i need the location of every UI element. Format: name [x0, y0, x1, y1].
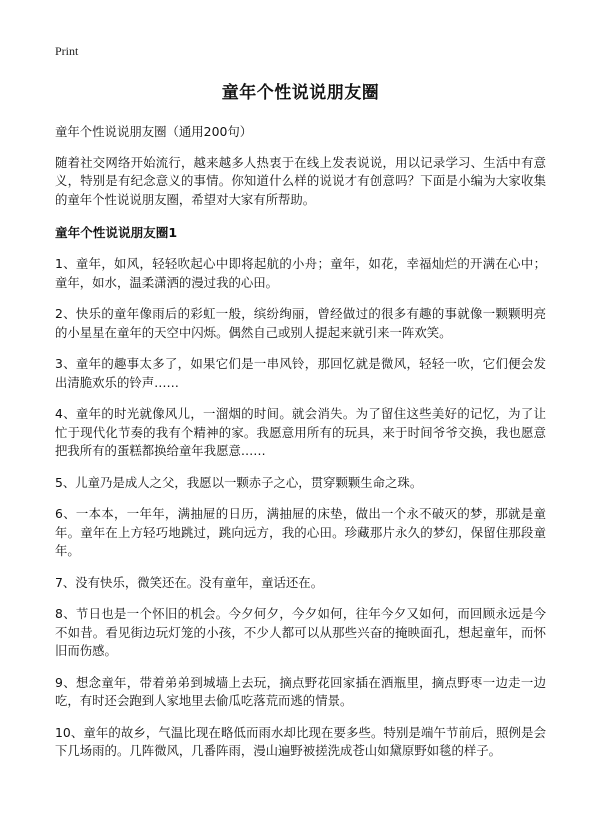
subtitle: 童年个性说说朋友圈（通用200句）: [55, 124, 253, 139]
section-heading: 童年个性说说朋友圈1: [55, 225, 178, 240]
intro-paragraph: 随着社交网络开始流行，越来越多人热衷于在线上发表说说，用以记录学习、生活中有意义，特别是有纪念意义的事情。你知道什么样的说说才有创意吗？下面是小编为大家收集的童年个性说说朋友圈，希望对大家有所帮助。: [55, 154, 546, 207]
list-item: 10、童年的故乡，气温比现在略低而雨水却比现在要多些。特别是端午节前后，照例是会下几场雨的。几阵微风，几番阵雨，漫山遍野被搓洗成苍山如黛原野如毯的样子。: [55, 724, 546, 758]
list-item: 9、想念童年，带着弟弟到城墙上去玩，摘点野花回家插在酒瓶里，摘点野枣一边走一边吃，有时还会跑到人家地里去偷瓜吃落荒而逃的情景。: [55, 674, 546, 708]
list-item: 3、童年的趣事太多了，如果它们是一串风铃，那回忆就是微风，轻轻一吹，它们便会发出清脆欢乐的铃声……: [55, 356, 546, 390]
list-item: 5、儿童乃是成人之父，我愿以一颗赤子之心，贯穿颗颗生命之珠。: [55, 474, 423, 490]
list-item: 7、没有快乐，微笑还在。没有童年，童话还在。: [55, 574, 324, 590]
list-item: 4、童年的时光就像风儿，一溜烟的时间。就会消失。为了留住这些美好的记忆，为了让忙于现代化节奏的我有个精神的家。我愿意用所有的玩具，来于时间爷爷交换，我也愿意把我所有的蛋糕都换给童年我愿意……: [55, 406, 546, 458]
page-title: 童年个性说说朋友圈: [221, 83, 380, 103]
list-item: 8、节日也是一个怀旧的机会。今夕何夕，今夕如何，往年今夕又如何，而回顾永远是今不如昔。看见街边玩灯笼的小孩，不少人都可以从那些兴奋的掩映面孔，想起童年，而怀旧而伤感。: [55, 606, 546, 658]
list-item: 1、童年，如风，轻轻吹起心中即将起航的小舟；童年，如花，幸福灿烂的开满在心中；童年，如水，温柔潇洒的漫过我的心田。: [55, 256, 546, 290]
list-item: 2、快乐的童年像雨后的彩虹一般，缤纷绚丽，曾经做过的很多有趣的事就像一颗颗明亮的小星星在童年的天空中闪烁。偶然自己或别人提起来就引来一阵欢笑。: [55, 306, 546, 340]
print-link[interactable]: Print: [55, 44, 79, 58]
list-item: 6、一本本，一年年，满抽屉的日历，满抽屉的床垫，做出一个永不破灭的梦，那就是童年。童年在上方轻巧地跳过，跳向远方，我的心田。珍藏那片永久的梦幻，保留住那段童年。: [55, 506, 546, 558]
